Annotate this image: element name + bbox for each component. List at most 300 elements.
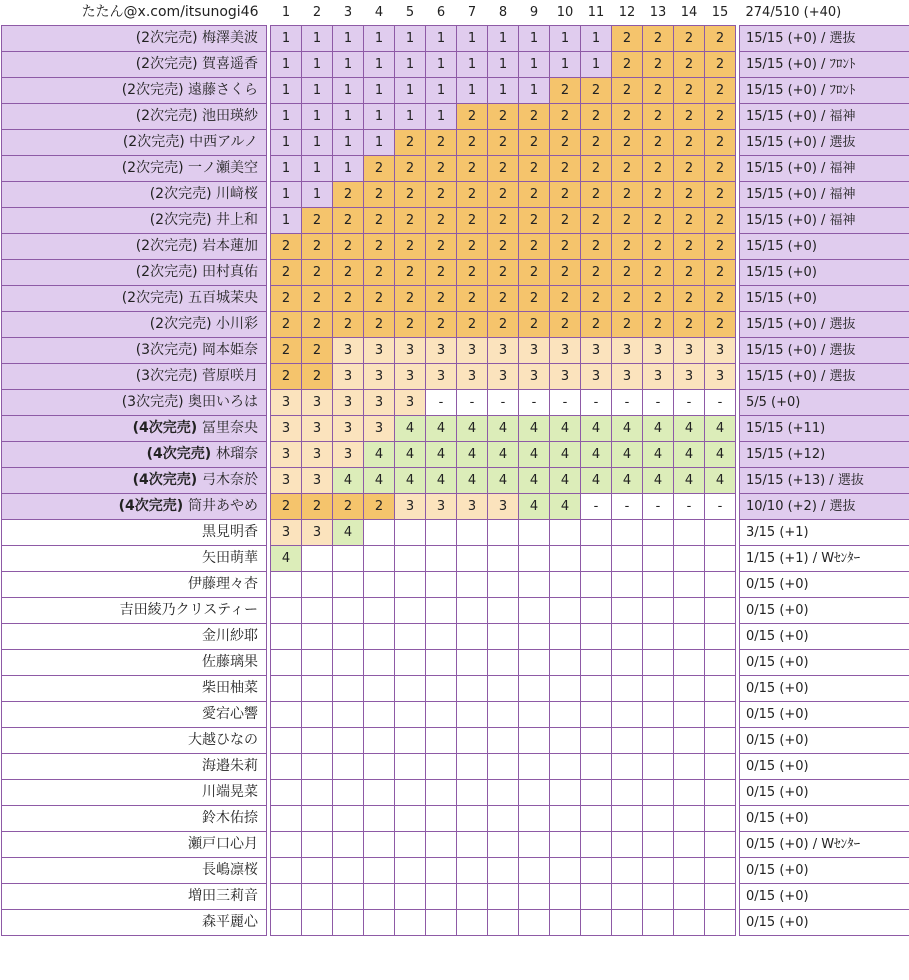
sales-cell: - [488, 390, 519, 416]
sales-cell [705, 624, 736, 650]
sales-cell [333, 754, 364, 780]
sales-cell [364, 728, 395, 754]
sales-cell: 2 [457, 182, 488, 208]
sales-cell [705, 780, 736, 806]
sales-cell [643, 546, 674, 572]
sales-cell [302, 650, 333, 676]
sales-cell: - [643, 494, 674, 520]
table-row [2, 546, 909, 572]
sales-cell: 2 [426, 182, 457, 208]
sales-cell [333, 650, 364, 676]
sales-cell [550, 806, 581, 832]
table-row [2, 78, 909, 104]
sales-cell [674, 728, 705, 754]
sales-cell [364, 650, 395, 676]
sales-cell: 4 [426, 442, 457, 468]
sales-cell [643, 676, 674, 702]
table-row [2, 598, 909, 624]
row-summary: 1/15 (+1) / Wｾﾝﾀｰ [740, 546, 909, 572]
sales-cell: 4 [333, 468, 364, 494]
sales-cell [333, 832, 364, 858]
row-summary: 15/15 (+0) / ﾌﾛﾝﾄ [740, 78, 909, 104]
sales-cell: 2 [674, 234, 705, 260]
sales-cell: 2 [426, 208, 457, 234]
sales-cell: 3 [333, 364, 364, 390]
sales-cell: 1 [333, 52, 364, 78]
member-name: 一ノ瀬美空 [188, 160, 258, 176]
sales-cell: 4 [395, 442, 426, 468]
sales-cell [333, 676, 364, 702]
column-header: 7 [457, 0, 488, 26]
sales-cell: 2 [705, 104, 736, 130]
sales-cell: - [612, 494, 643, 520]
sales-cell: 2 [612, 286, 643, 312]
row-summary: 15/15 (+0) / 福神 [740, 104, 909, 130]
sales-cell: 2 [612, 260, 643, 286]
table-row [2, 676, 909, 702]
member-name-cell [2, 520, 267, 546]
sales-cell: 2 [364, 182, 395, 208]
sales-cell: 2 [488, 130, 519, 156]
sales-cell: 2 [302, 286, 333, 312]
sales-cell [426, 910, 457, 936]
sales-cell: 3 [271, 416, 302, 442]
sales-cell: 1 [581, 52, 612, 78]
sales-cell: 2 [395, 182, 426, 208]
member-name: 森平麗心 [202, 914, 258, 930]
table-body [2, 26, 909, 936]
sales-cell: 1 [488, 52, 519, 78]
sales-cell: 3 [550, 364, 581, 390]
sales-cell [457, 780, 488, 806]
sales-cell: 3 [271, 442, 302, 468]
row-summary: 0/15 (+0) [740, 910, 909, 936]
sales-cell: 2 [426, 156, 457, 182]
sales-cell [581, 910, 612, 936]
sales-cell [395, 598, 426, 624]
sales-cell: 2 [457, 156, 488, 182]
member-name: 川﨑桜 [216, 186, 258, 202]
sales-cell [643, 832, 674, 858]
row-summary: 15/15 (+0) / 福神 [740, 208, 909, 234]
row-summary: 0/15 (+0) [740, 806, 909, 832]
sales-cell: 2 [519, 312, 550, 338]
member-name-cell [2, 52, 267, 78]
row-summary: 15/15 (+0) [740, 260, 909, 286]
sales-cell [333, 702, 364, 728]
sales-cell: 4 [612, 416, 643, 442]
sales-cell: 2 [612, 208, 643, 234]
member-name-cell [2, 312, 267, 338]
sales-cell [302, 832, 333, 858]
sales-cell: 1 [302, 156, 333, 182]
sales-cell [519, 676, 550, 702]
sales-cell [488, 728, 519, 754]
sales-cell: 2 [612, 52, 643, 78]
sales-cell [519, 520, 550, 546]
member-name: 中西アルノ [189, 134, 258, 150]
sales-cell [488, 910, 519, 936]
member-name: 柴田柚菜 [202, 680, 258, 696]
sales-cell: 2 [550, 130, 581, 156]
sales-cell: 2 [674, 26, 705, 52]
table-row [2, 572, 909, 598]
sales-cell [550, 754, 581, 780]
sales-cell: 4 [271, 546, 302, 572]
sales-cell [519, 858, 550, 884]
sales-cell: 4 [612, 442, 643, 468]
sales-cell: 2 [705, 130, 736, 156]
sales-cell: 1 [426, 26, 457, 52]
sales-cell [302, 598, 333, 624]
sales-cell [333, 546, 364, 572]
sales-cell: 4 [581, 416, 612, 442]
sales-cell: 2 [550, 104, 581, 130]
sales-cell [705, 728, 736, 754]
sold-out-status: (3次完売) [135, 342, 202, 358]
sales-cell [519, 910, 550, 936]
sales-cell: 1 [488, 78, 519, 104]
sales-cell: 1 [271, 78, 302, 104]
sales-cell [457, 520, 488, 546]
row-summary: 0/15 (+0) [740, 650, 909, 676]
member-name: 田村真佑 [202, 264, 258, 280]
sales-cell [426, 546, 457, 572]
sales-cell [457, 598, 488, 624]
sales-cell [426, 598, 457, 624]
sales-cell [333, 806, 364, 832]
sales-cell: 3 [705, 338, 736, 364]
sales-cell: 4 [643, 442, 674, 468]
sales-cell [488, 546, 519, 572]
sales-cell: 2 [302, 234, 333, 260]
sales-cell: 4 [364, 468, 395, 494]
sales-cell [271, 858, 302, 884]
total-count: 274/510 (+40) [740, 0, 909, 26]
sales-cell: 4 [612, 468, 643, 494]
row-summary: 0/15 (+0) [740, 572, 909, 598]
row-summary: 0/15 (+0) [740, 598, 909, 624]
sales-cell [674, 702, 705, 728]
sales-cell [674, 546, 705, 572]
sales-cell [550, 624, 581, 650]
sales-cell: 2 [674, 130, 705, 156]
sales-cell: 2 [364, 286, 395, 312]
sold-out-status: (4次完売) [132, 472, 202, 488]
sales-cell [550, 832, 581, 858]
sales-cell: 1 [426, 78, 457, 104]
sales-cell: 2 [395, 260, 426, 286]
sales-cell: - [519, 390, 550, 416]
row-summary: 10/10 (+2) / 選抜 [740, 494, 909, 520]
sales-cell: 4 [705, 468, 736, 494]
sales-cell: 2 [581, 104, 612, 130]
sales-cell: 2 [271, 312, 302, 338]
sales-cell [674, 676, 705, 702]
sales-cell [550, 910, 581, 936]
sales-cell [705, 520, 736, 546]
sales-cell [612, 702, 643, 728]
member-name-cell [2, 650, 267, 676]
sales-cell: 4 [643, 468, 674, 494]
sales-cell [705, 676, 736, 702]
sales-cell: 1 [426, 52, 457, 78]
sales-cell: 2 [271, 260, 302, 286]
sales-cell [364, 910, 395, 936]
sales-cell: 1 [302, 130, 333, 156]
sales-cell: 2 [705, 260, 736, 286]
sales-cell [426, 858, 457, 884]
sales-cell [643, 884, 674, 910]
sales-cell: 1 [271, 182, 302, 208]
sales-cell [488, 780, 519, 806]
sales-cell: 4 [674, 416, 705, 442]
sales-cell: 2 [674, 286, 705, 312]
sales-cell [674, 910, 705, 936]
sales-cell [519, 546, 550, 572]
member-name: 長嶋凛桜 [202, 862, 258, 878]
sales-cell: 2 [364, 494, 395, 520]
member-name-cell [2, 156, 267, 182]
member-name: 冨里奈央 [202, 420, 258, 436]
sales-cell: 2 [519, 286, 550, 312]
sales-cell: 2 [705, 156, 736, 182]
sales-cell: 3 [333, 390, 364, 416]
table-row [2, 286, 909, 312]
sales-cell [457, 806, 488, 832]
column-header: 12 [612, 0, 643, 26]
sales-cell: 3 [674, 338, 705, 364]
sales-cell: 1 [271, 104, 302, 130]
sales-cell: 2 [581, 286, 612, 312]
sales-cell: 3 [426, 338, 457, 364]
sales-cell: 2 [674, 156, 705, 182]
sales-cell: 4 [674, 442, 705, 468]
sales-cell [302, 676, 333, 702]
sales-cell: 2 [271, 286, 302, 312]
sold-out-status: (2次完売) [121, 160, 188, 176]
sales-cell [488, 676, 519, 702]
sold-out-status: (2次完売) [149, 186, 216, 202]
sales-cell [364, 520, 395, 546]
sales-cell: 3 [333, 416, 364, 442]
sales-cell [705, 650, 736, 676]
sales-cell [364, 780, 395, 806]
sales-cell: 1 [271, 26, 302, 52]
table-row [2, 234, 909, 260]
sales-cell: 4 [705, 442, 736, 468]
member-name: 大越ひなの [188, 732, 258, 748]
member-name: 増田三莉音 [188, 888, 258, 904]
sales-cell: 3 [643, 364, 674, 390]
member-name: 吉田綾乃クリスティー [119, 602, 258, 618]
member-name-cell [2, 728, 267, 754]
sales-cell [674, 858, 705, 884]
sales-cell [302, 910, 333, 936]
sold-out-status: (2次完売) [149, 316, 216, 332]
sales-cell: 3 [643, 338, 674, 364]
sales-cell [333, 572, 364, 598]
sales-cell: 4 [488, 416, 519, 442]
sales-cell: 3 [426, 364, 457, 390]
sales-cell: 2 [333, 182, 364, 208]
member-name: 鈴木佑捺 [202, 810, 258, 826]
sales-cell [488, 624, 519, 650]
sales-cell: 4 [457, 442, 488, 468]
sales-cell: 2 [302, 494, 333, 520]
sales-cell: 2 [457, 260, 488, 286]
sales-cell: 4 [488, 468, 519, 494]
table-row [2, 650, 909, 676]
sales-cell: 3 [302, 416, 333, 442]
table-row [2, 858, 909, 884]
sales-cell: 4 [395, 468, 426, 494]
sales-cell: 2 [643, 234, 674, 260]
sales-cell [674, 884, 705, 910]
sales-cell [643, 910, 674, 936]
sales-cell [674, 754, 705, 780]
sales-cell [302, 780, 333, 806]
sales-cell [519, 702, 550, 728]
sales-cell [643, 858, 674, 884]
sales-cell [550, 650, 581, 676]
sales-cell: 1 [488, 26, 519, 52]
sales-cell: 4 [550, 442, 581, 468]
member-name: 瀬戸口心月 [188, 836, 258, 852]
sales-cell: 1 [395, 52, 426, 78]
sales-cell [488, 754, 519, 780]
sales-cell: 4 [581, 468, 612, 494]
table-row [2, 182, 909, 208]
row-summary: 5/5 (+0) [740, 390, 909, 416]
sales-cell [271, 910, 302, 936]
sales-cell: 4 [550, 468, 581, 494]
sales-cell [364, 546, 395, 572]
sales-cell: 4 [457, 416, 488, 442]
sales-cell: 3 [302, 390, 333, 416]
sales-cell: 1 [302, 52, 333, 78]
sales-cell: 2 [612, 156, 643, 182]
table-row [2, 312, 909, 338]
table-row [2, 338, 909, 364]
member-name-cell [2, 364, 267, 390]
sales-cell: 2 [705, 52, 736, 78]
sales-cell [705, 572, 736, 598]
sales-cell: 2 [643, 104, 674, 130]
sales-cell: 2 [364, 156, 395, 182]
sales-cell: 2 [302, 312, 333, 338]
member-name-cell [2, 754, 267, 780]
sales-cell [674, 598, 705, 624]
sales-cell [612, 598, 643, 624]
sales-cell: 4 [550, 416, 581, 442]
sales-cell: 3 [364, 416, 395, 442]
sales-cell [550, 676, 581, 702]
sales-cell: 2 [705, 78, 736, 104]
sales-cell: 4 [705, 416, 736, 442]
sales-cell: 2 [674, 78, 705, 104]
sales-cell [674, 624, 705, 650]
member-name-cell [2, 468, 267, 494]
table-row [2, 884, 909, 910]
sales-cell: 3 [271, 468, 302, 494]
sales-cell: 4 [426, 468, 457, 494]
sales-cell [426, 702, 457, 728]
sales-cell: 2 [643, 156, 674, 182]
sales-cell [395, 728, 426, 754]
sales-cell [581, 728, 612, 754]
sold-out-status: (2次完売) [121, 290, 188, 306]
sales-cell [612, 624, 643, 650]
sales-cell [395, 832, 426, 858]
sales-cell [705, 832, 736, 858]
sales-cell [519, 832, 550, 858]
sales-cell [519, 598, 550, 624]
sales-cell [457, 572, 488, 598]
column-header: 13 [643, 0, 674, 26]
sales-cell [488, 650, 519, 676]
sales-cell: 3 [364, 364, 395, 390]
sales-cell: 3 [271, 520, 302, 546]
column-header: 4 [364, 0, 395, 26]
sales-cell [302, 546, 333, 572]
sales-cell [364, 806, 395, 832]
sales-cell [674, 806, 705, 832]
sales-cell [705, 858, 736, 884]
sales-cell [519, 624, 550, 650]
row-summary: 15/15 (+0) / 選抜 [740, 26, 909, 52]
sales-cell [426, 624, 457, 650]
sales-cell [612, 728, 643, 754]
sales-cell: 4 [519, 494, 550, 520]
sales-cell: 4 [519, 416, 550, 442]
sales-cell: 2 [488, 234, 519, 260]
member-name: 岡本姫奈 [202, 342, 258, 358]
sales-cell [581, 624, 612, 650]
table-row [2, 806, 909, 832]
sales-cell: 2 [705, 312, 736, 338]
sales-cell: 3 [271, 390, 302, 416]
member-name-cell [2, 832, 267, 858]
sales-cell [612, 780, 643, 806]
sales-cell [705, 806, 736, 832]
sales-cell [271, 832, 302, 858]
sales-cell [612, 754, 643, 780]
sales-cell: 3 [302, 520, 333, 546]
sales-cell: 2 [581, 260, 612, 286]
sold-out-status: (2次完売) [149, 212, 216, 228]
sales-cell [488, 858, 519, 884]
table-row [2, 780, 909, 806]
member-name-cell [2, 26, 267, 52]
member-name: 小川彩 [216, 316, 258, 332]
sales-cell: 2 [333, 208, 364, 234]
sales-cell: 2 [705, 234, 736, 260]
sales-cell: 2 [488, 104, 519, 130]
sales-cell: 2 [550, 234, 581, 260]
member-name-cell [2, 572, 267, 598]
sales-cell [364, 754, 395, 780]
member-name-cell [2, 858, 267, 884]
member-name-cell [2, 806, 267, 832]
sales-cell: 2 [550, 156, 581, 182]
sales-cell [581, 520, 612, 546]
sales-cell [550, 598, 581, 624]
sales-cell: 4 [364, 442, 395, 468]
sales-cell [519, 780, 550, 806]
sales-cell: 2 [302, 364, 333, 390]
sales-cell: - [612, 390, 643, 416]
